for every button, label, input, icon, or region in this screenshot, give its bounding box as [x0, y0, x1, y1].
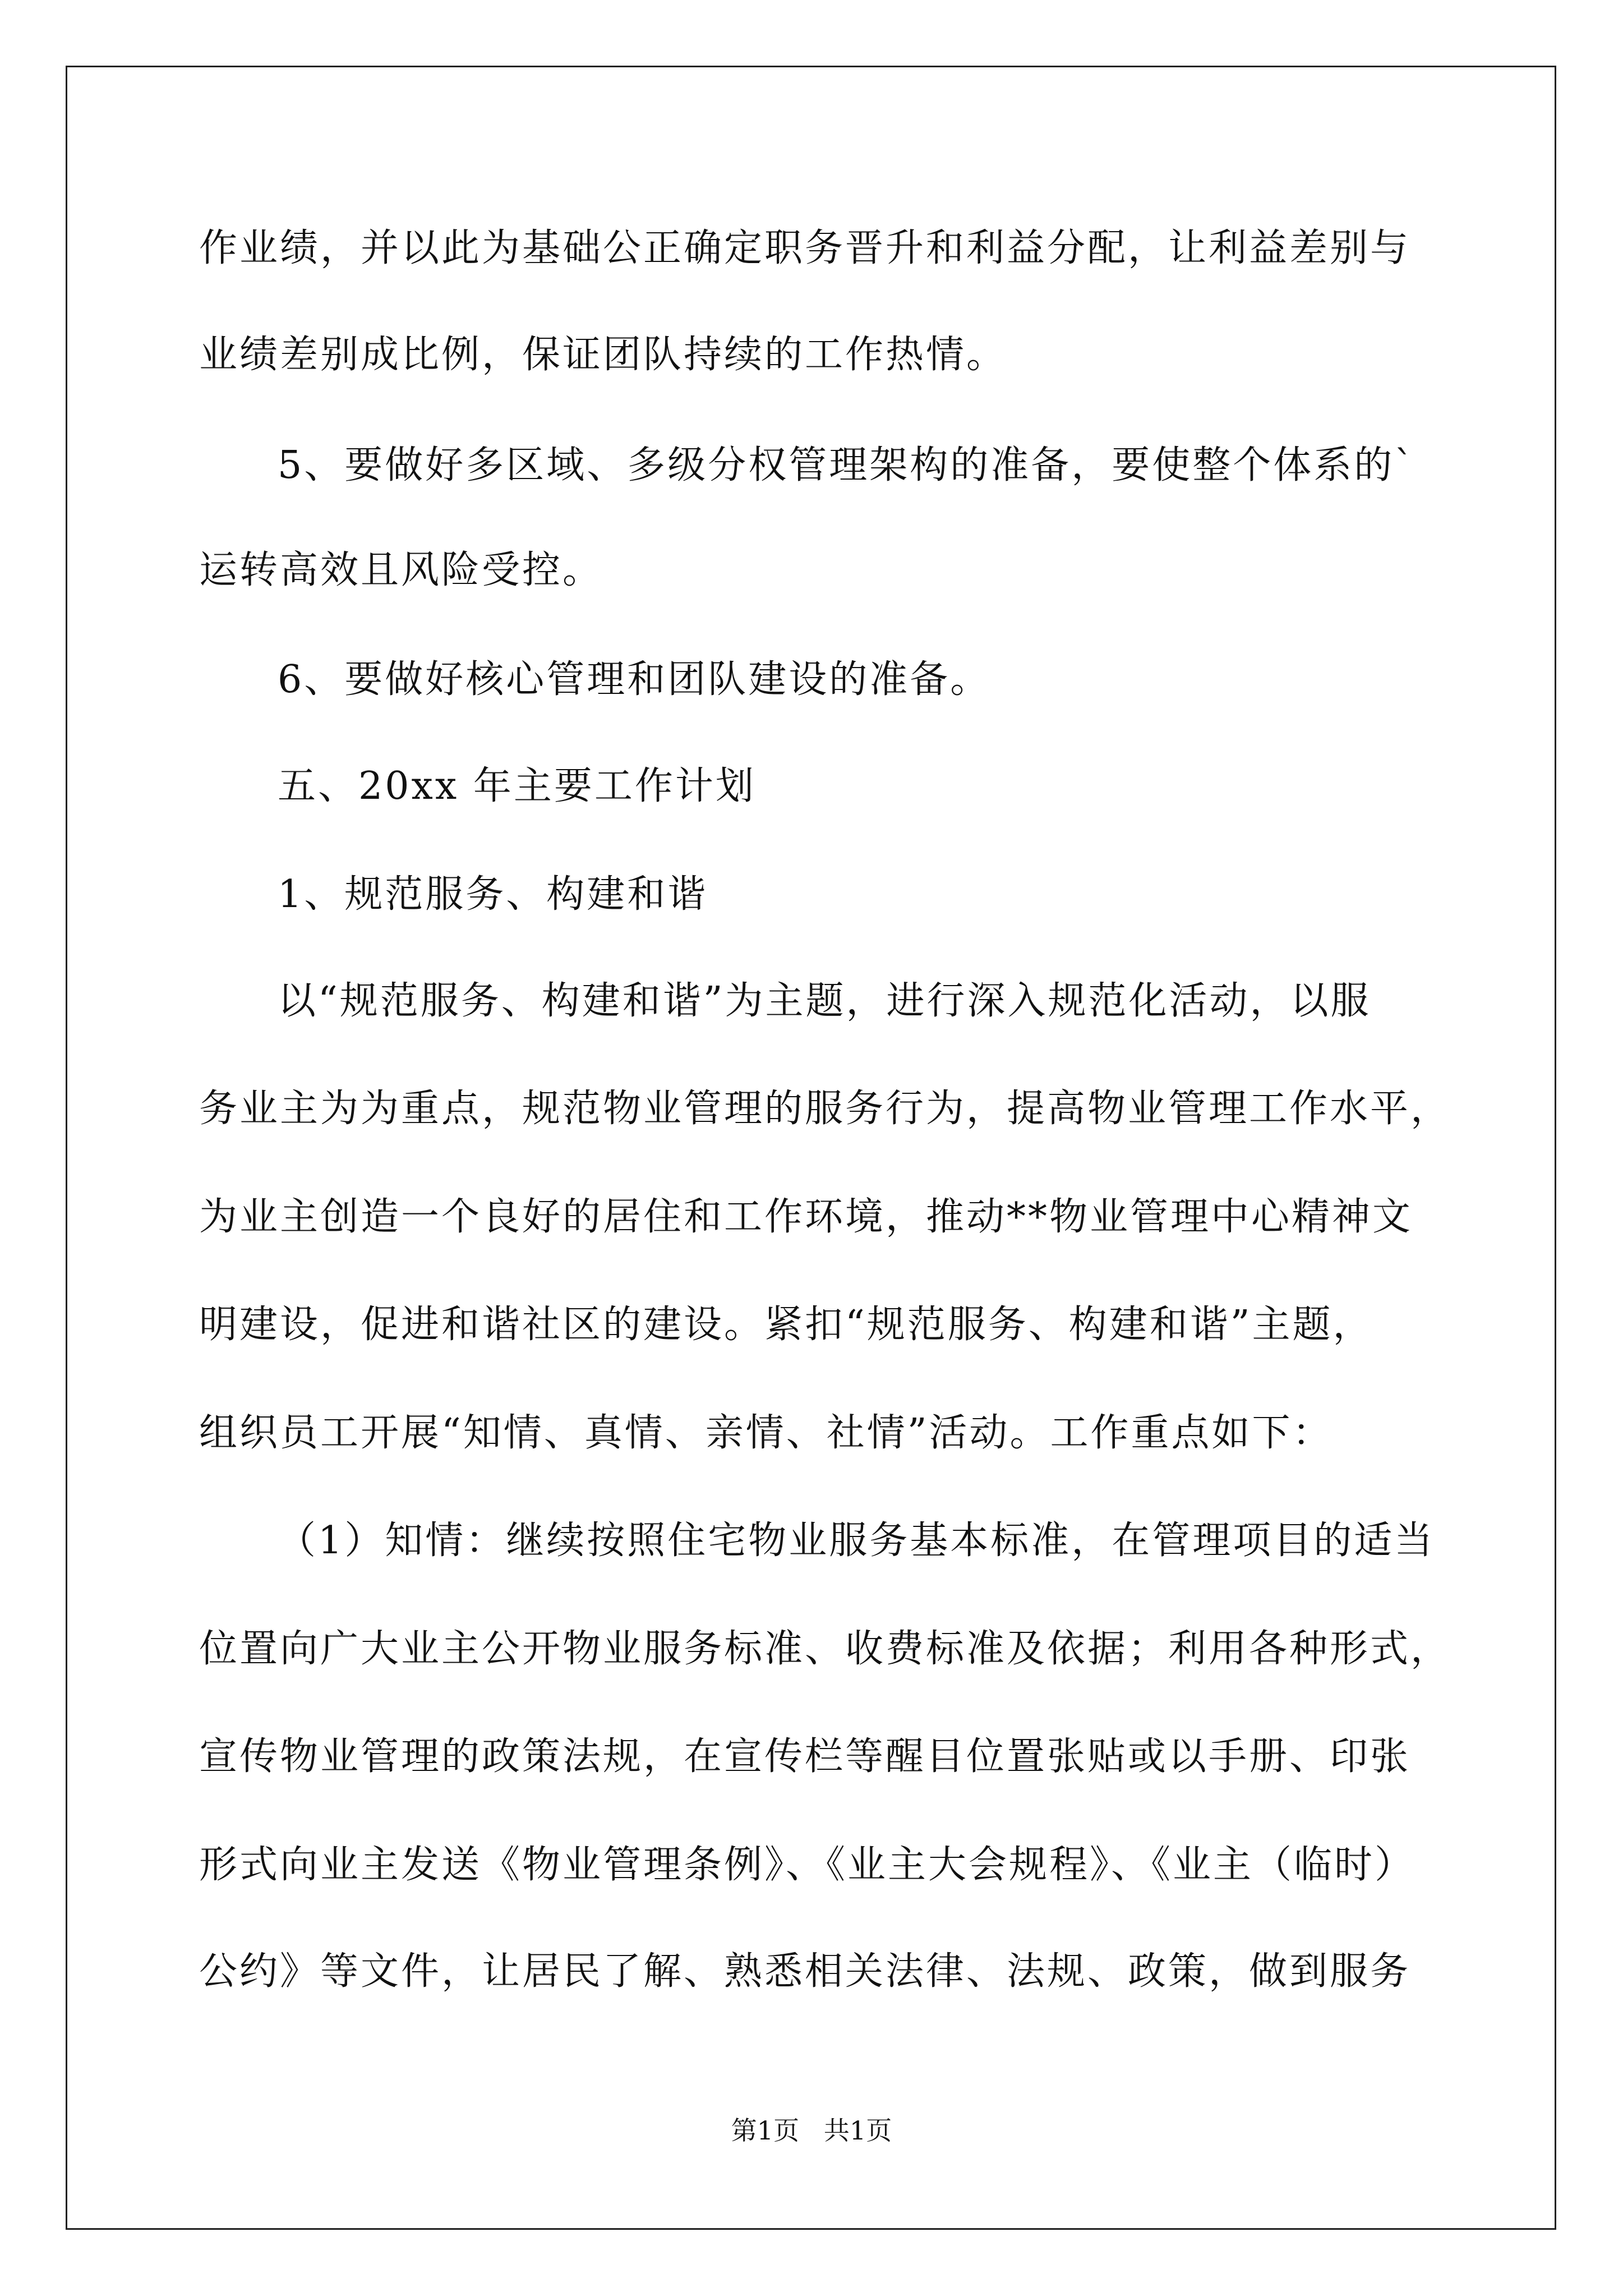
- text-line: 位置向广大业主公开物业服务标准、收费标准及依据；利用各种形式，: [199, 1627, 1451, 1671]
- text-line: 明建设，促进和谐社区的建设。紧扣“规范服务、构建和谐”主题，: [199, 1303, 1373, 1347]
- text-line: （1）知情：继续按照住宅物业服务基本标准，在管理项目的适当: [278, 1519, 1435, 1563]
- text-line: 公约》等文件，让居民了解、熟悉相关法律、法规、政策，做到服务: [199, 1949, 1411, 1994]
- text-line: 运转高效且风险受控。: [199, 548, 603, 592]
- text-line: 以“规范服务、构建和谐”为主题，进行深入规范化活动，以服: [278, 979, 1371, 1023]
- text-line: 作业绩，并以此为基础公正确定职务晋升和利益分配，让利益差别与: [199, 226, 1411, 270]
- text-line: 组织员工开展“知情、真情、亲情、社情”活动。工作重点如下：: [199, 1411, 1333, 1455]
- text-line: 宣传物业管理的政策法规，在宣传栏等醒目位置张贴或以手册、印张: [199, 1734, 1411, 1779]
- text-line: 务业主为为重点，规范物业管理的服务行为，提高物业管理工作水平，: [199, 1087, 1451, 1131]
- text-line: 业绩差别成比例，保证团队持续的工作热情。: [199, 333, 1007, 377]
- subsection-heading: 1、规范服务、构建和谐: [278, 872, 708, 917]
- text-line: 6、要做好核心管理和团队建设的准备。: [278, 657, 991, 702]
- page-border: [66, 66, 1556, 2230]
- text-line: 为业主创造一个良好的居住和工作环境，推动**物业管理中心精神文: [199, 1195, 1413, 1239]
- section-heading: 五、20xx 年主要工作计划: [278, 764, 756, 808]
- text-line: 5、要做好多区域、多级分权管理架构的准备，要使整个体系的`: [278, 443, 1416, 487]
- page-footer: 第1页 共1页: [731, 2115, 892, 2146]
- text-line: 形式向业主发送《物业管理条例》、《业主大会规程》、《业主（临时）: [199, 1843, 1415, 1887]
